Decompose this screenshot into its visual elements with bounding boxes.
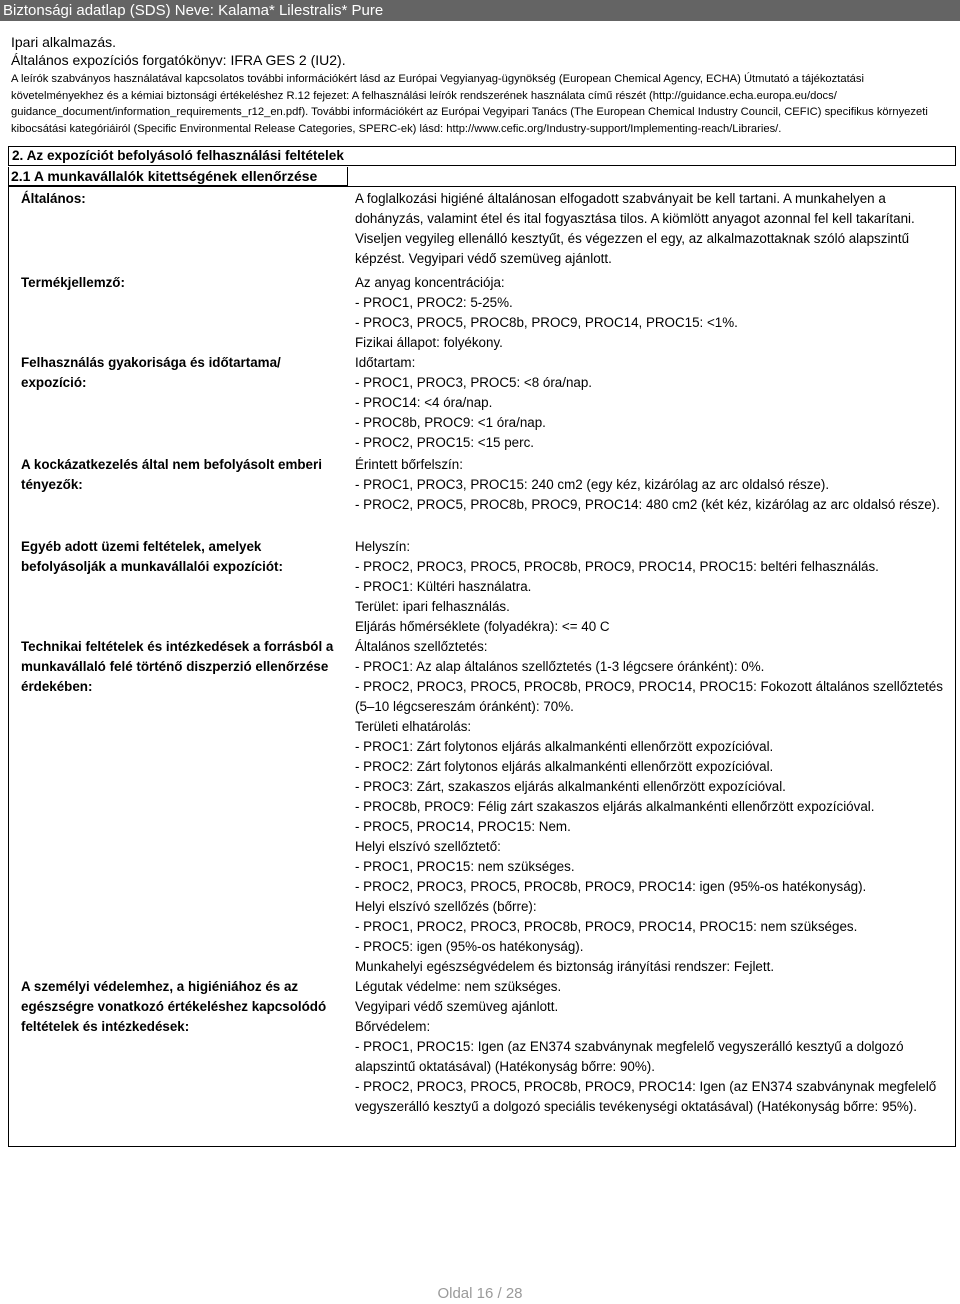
row-value-product: [355, 273, 955, 353]
value-line: - PROC5, PROC14, PROC15: Nem.: [355, 819, 571, 834]
value-line: - PROC5: igen (95%-os hatékonyság).: [355, 939, 584, 954]
conditions-table: [8, 186, 956, 1147]
value-line: Vegyipari védő szemüveg ajánlott.: [355, 999, 559, 1014]
value-line: Általános szellőztetés:: [355, 639, 488, 654]
row-value-general: [355, 189, 955, 269]
value-line: - PROC2, PROC3, PROC5, PROC8b, PROC9, PROC14: Igen (az EN374 szabványnak megfelelő vegyszerálló kesztyű a dolgozó speciális tevékenységi oktatásával) (Hatékonyság bőrre: 95%).: [355, 1079, 937, 1114]
value-line: - PROC2, PROC5, PROC8b, PROC9, PROC14: 480 cm2 (két kéz, kizárólag az arc oldalsó része).: [355, 497, 940, 512]
value-line: - PROC1: Az alap általános szellőztetés (1-3 légcsere óránként): 0%.: [355, 659, 765, 674]
value-line: Érintett bőrfelszín:: [355, 457, 463, 472]
row-value-personal-protection: [355, 977, 955, 1117]
value-line: - PROC2: Zárt folytonos eljárás alkalmankénti ellenőrzött expozícióval.: [355, 759, 774, 774]
intro-line-1: Ipari alkalmazás.: [11, 34, 117, 50]
value-line: Területi elhatárolás:: [355, 719, 472, 734]
value-line: - PROC1: Kültéri használatra.: [355, 579, 532, 594]
value-line: - PROC1: Zárt folytonos eljárás alkalmankénti ellenőrzött expozícióval.: [355, 739, 774, 754]
value-line: Időtartam:: [355, 355, 416, 370]
value-line: Helyszín:: [355, 539, 411, 554]
section-title: 2. Az expozíciót befolyásoló felhasználási feltételek: [8, 146, 956, 166]
row-label-operational: Egyéb adott üzemi feltételek, amelyek befolyásolják a munkavállalói expozíciót:: [21, 539, 283, 574]
value-line: - PROC3: Zárt, szakaszos eljárás alkalmankénti ellenőrzött expozícióval.: [355, 779, 786, 794]
intro-paragraph: A leírók szabványos használatával kapcsolatos további információkért lásd az Európai Vegyianyag-ügynökség (European Chemical Agency, ECHA) Útmutató a tájékoztatási követelményekhez és a kémiai biztonsági értékeléshez R.12 fejezet: A felhasználási leírók rendszerének használata című részét (http://guidance.echa.europa.eu/docs/ guidance_document/information_requirements_r12_en.pdf). További információkért az Európai Vegyipari Tanács (The European Chemical Industry Council, CEFIC) specifikus környezeti kibocsátási kategóriáiról (Specific Environmental Release Categories, SPERC-ek) lásd: http://www.cefic.org/Industry-support/Implementing-reach/Libraries/.: [11, 73, 928, 135]
value-line: Eljárás hőmérséklete (folyadékra): <= 40 C: [355, 619, 610, 634]
value-line: Bőrvédelem:: [355, 1019, 431, 1034]
value-line: - PROC8b, PROC9: Félig zárt szakaszos eljárás alkalmankénti ellenőrzött expozícióval.: [355, 799, 875, 814]
page-number: Oldal 16 / 28: [437, 1285, 523, 1302]
value-line: - PROC1, PROC15: nem szükséges.: [355, 859, 575, 874]
value-line: - PROC1, PROC3, PROC5: <8 óra/nap.: [355, 375, 593, 390]
row-label-personal-protection: A személyi védelemhez, a higiéniához és az egészségre vonatkozó értékeléshez kapcsolódó feltételek és intézkedések:: [21, 979, 327, 1034]
row-value-human-factors: [355, 455, 955, 515]
value-line: - PROC2, PROC15: <15 perc.: [355, 435, 534, 450]
value-line: Munkahelyi egészségvédelem és biztonság irányítási rendszer: Fejlett.: [355, 959, 775, 974]
value-line: Légutak védelme: nem szükséges.: [355, 979, 562, 994]
value-line: Fizikai állapot: folyékony.: [355, 335, 503, 350]
row-value-technical: [355, 637, 955, 977]
value-line: - PROC2, PROC3, PROC5, PROC8b, PROC9, PROC14, PROC15: beltéri felhasználás.: [355, 559, 879, 574]
value-line: - PROC2, PROC3, PROC5, PROC8b, PROC9, PROC14: igen (95%-os hatékonyság).: [355, 879, 867, 894]
row-label-frequency: Felhasználás gyakorisága és időtartama/ expozíció:: [21, 355, 281, 390]
value-line: - PROC2, PROC3, PROC5, PROC8b, PROC9, PROC14, PROC15: Fokozott általános szellőztetés (5–10 légcsereszám óránként): 70%.: [355, 679, 943, 714]
intro-line-2: Általános expozíciós forgatókönyv: IFRA GES 2 (IU2).: [11, 52, 346, 68]
value-line: Helyi elszívó szellőzés (bőrre):: [355, 899, 537, 914]
row-value-operational: [355, 537, 955, 637]
value-line: - PROC3, PROC5, PROC8b, PROC9, PROC14, PROC15: <1%.: [355, 315, 738, 330]
value-line: Terület: ipari felhasználás.: [355, 599, 510, 614]
row-value-frequency: [355, 353, 955, 453]
value-line: Az anyag koncentrációja:: [355, 275, 505, 290]
value-line: - PROC1, PROC2, PROC3, PROC8b, PROC9, PROC14, PROC15: nem szükséges.: [355, 919, 858, 934]
value-line: - PROC1, PROC2: 5-25%.: [355, 295, 513, 310]
value-line: - PROC1, PROC15: Igen (az EN374 szabványnak megfelelő vegyszerálló kesztyű a dolgozó alapszintű oktatásával) (Hatékonyság bőrre: 90%).: [355, 1039, 904, 1074]
intro-block: [11, 33, 949, 137]
row-label-human-factors: A kockázatkezelés által nem befolyásolt emberi tényezők:: [21, 457, 322, 492]
document-title: Biztonsági adatlap (SDS) Neve: Kalama* Lilestralis* Pure: [3, 2, 384, 19]
value-line: Helyi elszívó szellőztető:: [355, 839, 501, 854]
row-label-general: Általános:: [21, 191, 86, 206]
document-header: [0, 0, 960, 21]
subsection-title: 2.1 A munkavállalók kitettségének ellenőrzése: [8, 167, 348, 186]
value-line: - PROC14: <4 óra/nap.: [355, 395, 493, 410]
row-label-technical: Technikai feltételek és intézkedések a forrásból a munkavállaló felé történő diszperzió ellenőrzése érdekében:: [21, 639, 334, 694]
value-line: - PROC1, PROC3, PROC15: 240 cm2 (egy kéz, kizárólag az arc oldalsó része).: [355, 477, 830, 492]
value-line: A foglalkozási higiéné általánosan elfogadott szabványait be kell tartani. A munkahelyen a dohányzás, valamint étel és ital fogyasztása tilos. A kiömlött anyagot azonnal fel kell takarítani. Viseljen vegyileg ellenálló kesztyűt, és végezzen el egy, az alkalmazottaknak szóló alapszintű képzést. Vegyipari védő szemüveg ajánlott.: [355, 191, 915, 266]
row-label-product: Termékjellemző:: [21, 275, 125, 290]
value-line: - PROC8b, PROC9: <1 óra/nap.: [355, 415, 546, 430]
